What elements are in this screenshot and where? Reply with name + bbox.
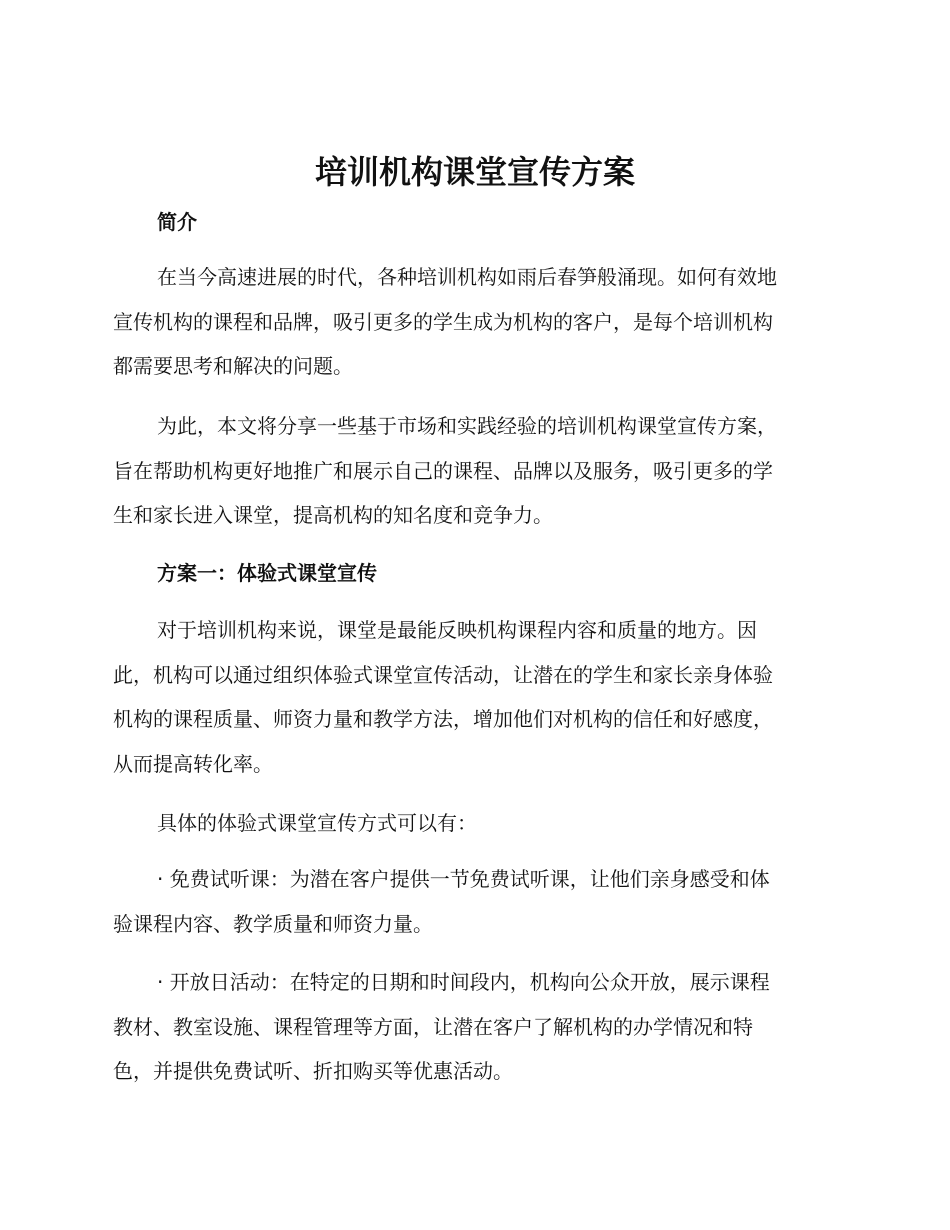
paragraph-line: 都需要思考和解决的问题。 — [113, 354, 353, 378]
paragraph-line: · 开放日活动：在特定的日期和时间段内，机构向公众开放，展示课程 — [157, 970, 770, 994]
paragraph-line: 具体的体验式课堂宣传方式可以有： — [157, 811, 477, 835]
paragraph-line: 机构的课程质量、师资力量和教学方法，增加他们对机构的信任和好感度， — [113, 707, 773, 731]
paragraph-line: 此，机构可以通过组织体验式课堂宣传活动，让潜在的学生和家长亲身体验 — [113, 662, 773, 687]
paragraph-intro-1 — [113, 255, 837, 389]
paragraph-line: 为此，本文将分享一些基于市场和实践经验的培训机构课堂宣传方案， — [157, 414, 777, 438]
section-heading-plan-one: 方案一：体验式课堂宣传 — [157, 561, 377, 585]
paragraph-intro-2 — [113, 404, 837, 538]
paragraph-line: 对于培训机构来说，课堂是最能反映机构课程内容和质量的地方。因 — [157, 618, 757, 642]
paragraph-plan-one-1 — [113, 608, 837, 786]
paragraph-line: 宣传机构的课程和品牌，吸引更多的学生成为机构的客户，是每个培训机构 — [113, 309, 773, 334]
document-title: 培训机构课堂宣传方案 — [314, 153, 635, 191]
paragraph-line: 在当今高速进展的时代，各种培训机构如雨后春笋般涌现。如何有效地 — [157, 265, 777, 289]
paragraph-line: 色，并提供免费试听、折扣购买等优惠活动。 — [113, 1059, 513, 1083]
bullet-open-day — [113, 960, 837, 1094]
paragraph-line: 教材、教室设施、课程管理等方面，让潜在客户了解机构的办学情况和特 — [113, 1014, 753, 1039]
paragraph-line: 从而提高转化率。 — [113, 751, 273, 776]
paragraph-plan-one-2 — [113, 801, 837, 846]
section-heading-intro: 简介 — [157, 210, 197, 234]
paragraph-line: 生和家长进入课堂，提高机构的知名度和竞争力。 — [113, 503, 553, 527]
paragraph-line: 验课程内容、教学质量和师资力量。 — [113, 911, 433, 936]
paragraph-line: 旨在帮助机构更好地推广和展示自己的课程、品牌以及服务，吸引更多的学 — [113, 458, 773, 483]
bullet-free-trial — [113, 857, 837, 946]
paragraph-line: · 免费试听课：为潜在客户提供一节免费试听课，让他们亲身感受和体 — [157, 867, 770, 891]
